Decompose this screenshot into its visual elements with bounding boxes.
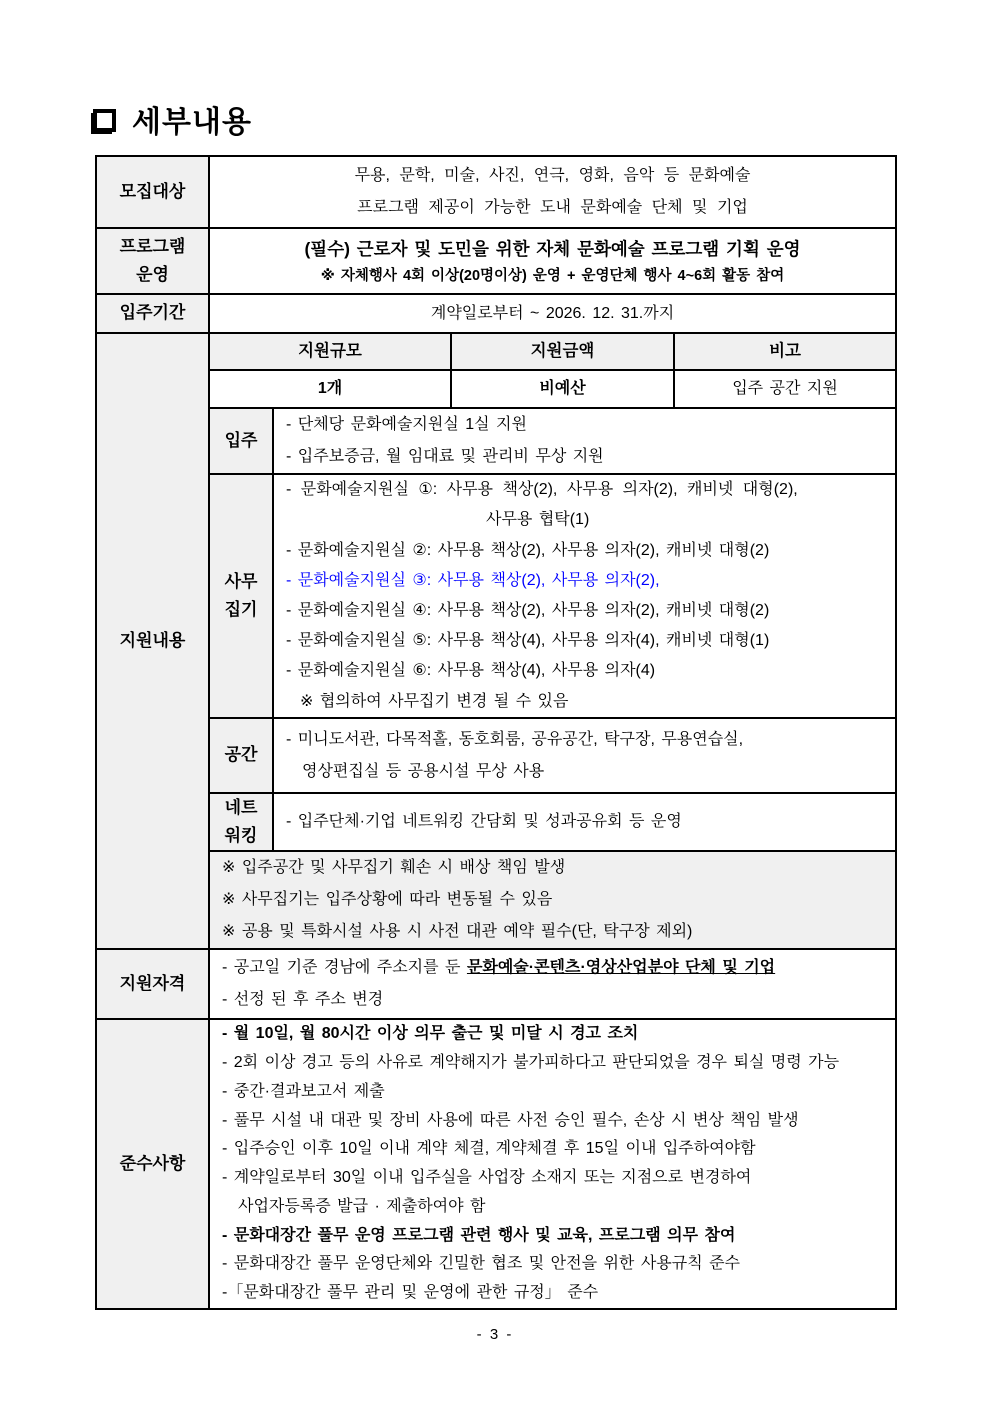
text-line: -「문화대장간 풀무 관리 및 운영에 관한 규정」 준수 xyxy=(222,1284,599,1302)
label-line: 운영 xyxy=(136,265,169,284)
text-segment: - 공고일 기준 경남에 주소지를 둔 xyxy=(222,959,467,977)
text-line-highlighted: - 문화예술지원실 ③: 사무용 책상(2), 사무용 의자(2), xyxy=(286,571,660,589)
row-move-in-period xyxy=(96,294,896,333)
text-line: - 계약일로부터 30일 이내 입주실을 사업장 소재지 또는 지점으로 변경하여 xyxy=(222,1169,752,1187)
details-table xyxy=(95,155,897,1310)
text-line: - 입주승인 이후 10일 이내 계약 체결, 계약체결 후 15일 이내 입주하여야함 xyxy=(222,1140,756,1158)
label-move-in: 입주 xyxy=(209,408,273,474)
text-line: - 입주보증금, 월 임대료 및 관리비 무상 지원 xyxy=(286,448,604,465)
label-line: 사무 xyxy=(224,571,258,591)
cell-eligibility xyxy=(209,949,896,1019)
cell-remark-value: 입주 공간 지원 xyxy=(674,370,896,408)
label-line: 프로그램 xyxy=(119,236,186,256)
text-line: - 풀무 시설 내 대관 및 장비 사용에 따른 사전 승인 필수, 손상 시 변상 책임 발생 xyxy=(222,1111,799,1129)
text-line: 영상편집실 등 공용시설 무상 사용 xyxy=(302,762,545,780)
text-line: 사무용 협탁(1) xyxy=(486,511,590,529)
row-support-values xyxy=(96,370,896,408)
text-line: - 중간·결과보고서 제출 xyxy=(222,1082,385,1100)
text-line: - 문화대장간 풀무 운영단체와 긴밀한 협조 및 안전을 위한 사용규칙 준수 xyxy=(222,1255,741,1273)
text-line: (필수) 근로자 및 도민을 위한 자체 문화예술 프로그램 기획 운영 xyxy=(304,238,801,259)
text-line: - 문화대장간 풀무 운영 프로그램 관련 행사 및 교육, 프로그램 의무 참여 xyxy=(222,1226,736,1244)
text-line: 사업자등록증 발급 · 제출하여야 함 xyxy=(238,1197,486,1215)
cell-program-operation xyxy=(209,228,896,294)
text-line: - 선정 된 후 주소 변경 xyxy=(222,991,384,1009)
text-line: - 문화예술지원실 ④: 사무용 책상(2), 사무용 의자(2), 캐비넷 대형(2) xyxy=(286,602,770,619)
cell-networking: - 입주단체·기업 네트워킹 간담회 및 성과공유회 등 운영 xyxy=(273,793,896,851)
row-support-subheader xyxy=(96,333,896,370)
cell-scale-value: 1개 xyxy=(209,370,451,408)
text-line: - 단체당 문화예술지원실 1실 지원 xyxy=(286,416,527,433)
label-line: 네트 xyxy=(224,798,258,817)
row-space xyxy=(96,718,896,793)
text-line: 프로그램 제공이 가능한 도내 문화예술 단체 및 기업 xyxy=(357,199,748,216)
section-header xyxy=(93,97,252,141)
col-header-scale: 지원규모 xyxy=(209,333,451,370)
note-line: ※ 입주공간 및 사무집기 훼손 시 배상 책임 발생 xyxy=(222,859,566,877)
row-support-notes xyxy=(96,851,896,949)
row-move-in xyxy=(96,408,896,474)
text-line: - 문화예술지원실 ①: 사무용 책상(2), 사무용 의자(2), 캐비넷 대형(2), xyxy=(286,481,798,499)
text-line: - 월 10일, 월 80시간 이상 의무 출근 및 미달 시 경고 조치 xyxy=(222,1025,639,1043)
row-eligibility xyxy=(96,949,896,1019)
label-space: 공간 xyxy=(209,718,273,793)
text-line: - 미니도서관, 다목적홀, 동호회룸, 공유공간, 탁구장, 무용연습실, xyxy=(286,730,744,748)
page-number: - 3 - xyxy=(476,1326,514,1343)
label-recruit-target: 모집대상 xyxy=(96,156,209,228)
label-support-content: 지원내용 xyxy=(96,333,209,949)
row-networking xyxy=(96,793,896,851)
cell-recruit-target xyxy=(209,156,896,228)
label-office-furniture xyxy=(209,474,273,718)
section-marker-icon xyxy=(93,109,116,132)
label-move-in-period: 입주기간 xyxy=(96,294,209,333)
cell-move-in-period: 계약일로부터 ~ 2026. 12. 31.까지 xyxy=(209,294,896,333)
label-eligibility: 지원자격 xyxy=(96,949,209,1019)
note-line: ※ 공용 및 특화시설 사용 시 사전 대관 예약 필수(단, 탁구장 제외) xyxy=(222,923,693,941)
col-header-amount: 지원금액 xyxy=(451,333,674,370)
note-line: ※ 사무집기는 입주상황에 따라 변동될 수 있음 xyxy=(222,891,553,909)
row-recruit-target xyxy=(96,156,896,228)
row-program-operation xyxy=(96,228,896,294)
label-program-operation xyxy=(96,228,209,294)
text-line: - 문화예술지원실 ⑥: 사무용 책상(4), 사무용 의자(4) xyxy=(286,662,656,680)
text-line: ※ 협의하여 사무집기 변경 될 수 있음 xyxy=(300,692,569,710)
col-header-remark: 비고 xyxy=(674,333,896,370)
text-line: - 문화예술지원실 ②: 사무용 책상(2), 사무용 의자(2), 캐비넷 대형(2) xyxy=(286,541,770,559)
section-title: 세부내용 xyxy=(132,106,252,139)
row-compliance xyxy=(96,1019,896,1309)
cell-amount-value: 비예산 xyxy=(451,370,674,408)
row-office-furniture xyxy=(96,474,896,718)
text-line: ※ 자체행사 4회 이상(20명이상) 운영 + 운영단체 행사 4~6회 활동 참여 xyxy=(320,267,785,284)
text-line: - 2회 이상 경고 등의 사유로 계약해지가 불가피하다고 판단되었을 경우 퇴실 명령 가능 xyxy=(222,1053,840,1071)
label-compliance: 준수사항 xyxy=(96,1019,209,1309)
cell-space xyxy=(273,718,896,793)
text-line xyxy=(222,952,885,984)
label-line: 워킹 xyxy=(224,826,258,846)
cell-move-in xyxy=(273,408,896,474)
cell-office-furniture xyxy=(273,474,896,718)
label-networking xyxy=(209,793,273,851)
text-line: 무용, 문학, 미술, 사진, 연극, 영화, 음악 등 문화예술 xyxy=(354,167,751,184)
text-segment-emphasis: 문화예술·콘텐츠·영상산업분야 단체 및 기업 xyxy=(466,959,776,977)
text-line: - 문화예술지원실 ⑤: 사무용 책상(4), 사무용 의자(4), 캐비넷 대형(1) xyxy=(286,632,770,650)
cell-support-notes xyxy=(209,851,896,949)
cell-compliance xyxy=(209,1019,896,1309)
label-line: 집기 xyxy=(224,600,258,619)
